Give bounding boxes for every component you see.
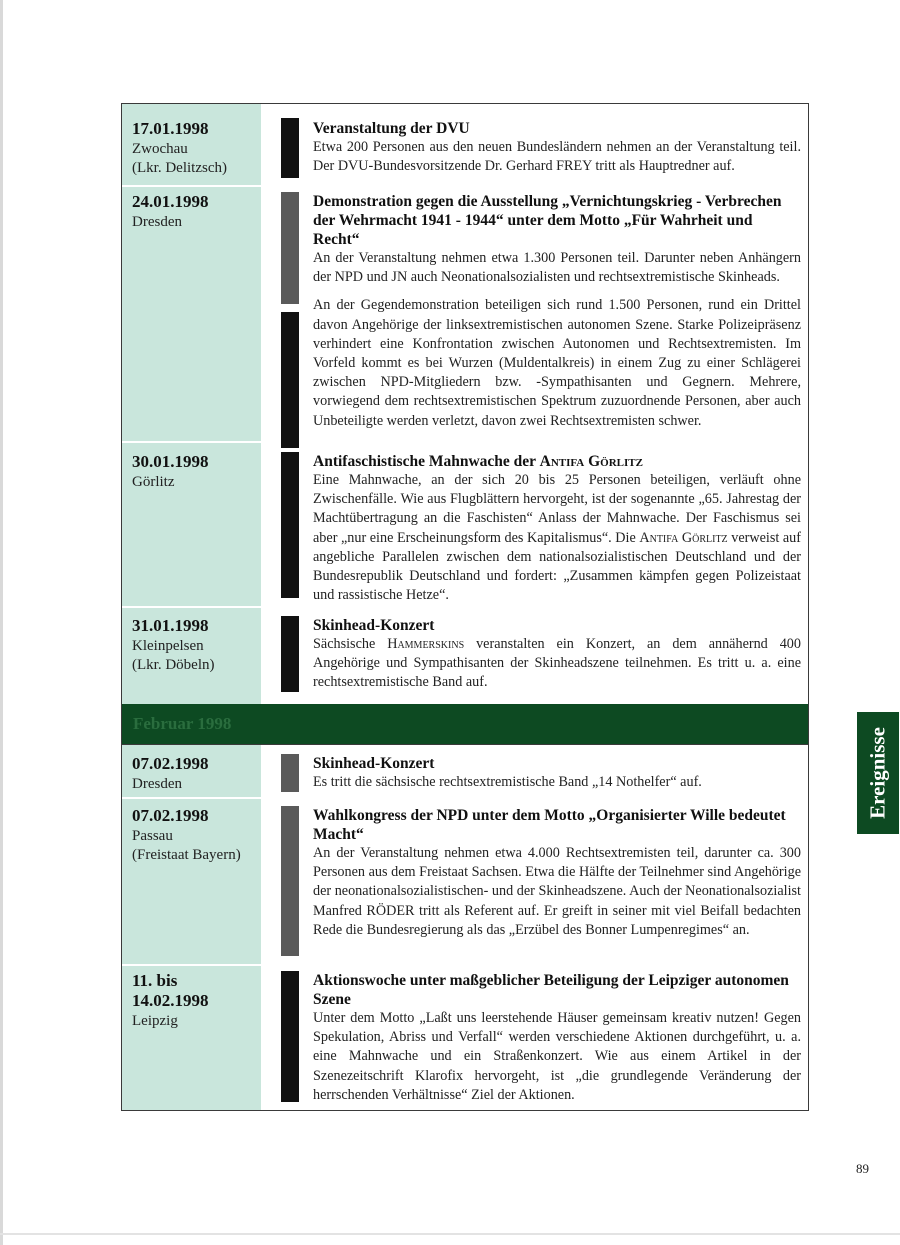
page-number: 89 <box>856 1161 869 1176</box>
event-place: (Lkr. Delitzsch) <box>132 160 227 176</box>
event-text: An der Gegendemonstration beteiligen sich rund 1.500 Personen, rund ein Drittel davon Angehörige der linksextremistischen autonomen Szene. Starke Polizeipräsenz verhindert eine Konfrontation zwischen Autonomen und Rechtsextremisten. Im Vorfeld kommt es bei Wurzen (Muldentalkreis) in einem Zug zu einer Schlägerei zwischen NPD-Mitgliedern bzw. -Sympathisanten und Gegnern. Mehrere, vorwiegend dem rechtsextremistischen Spektrum zuzuordnende Personen, aber auch Unbeteiligte werden verletzt, davon zwei Rechtsextremisten schwer. <box>313 297 801 429</box>
event-text: An der Veranstaltung nehmen etwa 4.000 Rechtsextremisten teil, darunter ca. 300 Personen aus dem Freistaat Sachsen. Etwa die Hälfte der Teilnehmer sind Angehörige der neonationalsozialistischen- und der Skinheadszene. Auch der Neonationalsozialist Manfred RÖDER tritt als Referent auf. Er greift in seiner mit viel Beifall bedachten Rede die Bundesregierung als das „Erzübel des Bonner Lumpenregimes“ an. <box>313 845 801 938</box>
event-title: Wahlkongress der NPD unter dem Motto „Organisierter Wille bedeutet Macht“ <box>313 807 786 843</box>
event-marker <box>281 452 299 598</box>
month-label: Februar 1998 <box>133 714 232 733</box>
event-marker <box>281 118 299 178</box>
event-entry <box>313 452 801 605</box>
event-text: Unter dem Motto „Laßt uns leerstehende Häuser gemeinsam kreativ nutzen! Gegen Spekulation, Abriss und Verfall“ werden verschiedene Aktionen durchgeführt, u. a. eine Mahnwache und ein Straßenkonzert. Wie aus einem Artikel in der Szenezeitschrift Klarofix hervorgeht, ist „die grundlegende Veränderung der herrschenden Verhältnisse“ Ziel der Aktionen. <box>313 1010 801 1103</box>
event-text-part: Eine Mahnwache, an der sich 20 bis 25 Personen beteiligen, verläuft ohne Zwischenfälle. Wie aus Flugblättern hervorgeht, ist der sogenannte „65. Jahrestag der Machtübertragung an die Faschisten“ Anlass der Mahnwache. Der Faschismus sei aber „nur eine Erscheinungsform des Kapitalismus“. Die <box>313 472 801 546</box>
event-date: 24.01.1998 <box>132 192 209 211</box>
row-divider <box>122 606 261 608</box>
chronology-table <box>121 103 809 1111</box>
event-place: (Lkr. Döbeln) <box>132 657 215 673</box>
event-entry <box>313 971 801 1105</box>
event-text-part: veranstalten ein Konzert, an dem annähernd 400 Angehörige und Sympathisanten der Skinheadszene teilnehmen. Es tritt u. a. eine rechtsextremistische Band auf. <box>313 636 801 691</box>
month-header <box>122 704 808 744</box>
event-date: 11. bis <box>132 971 178 990</box>
event-title: Aktionswoche unter maßgeblicher Beteiligung der Leipziger autonomen Szene <box>313 972 789 1008</box>
event-date: 17.01.1998 <box>132 119 209 138</box>
row-divider <box>122 185 261 187</box>
event-text: Es tritt die sächsische rechtsextremistische Band „14 Nothelfer“ auf. <box>313 774 702 790</box>
event-marker <box>281 616 299 692</box>
event-entry <box>313 616 801 693</box>
section-tab-label: Ereignisse <box>865 727 890 819</box>
event-text-part: Sächsische <box>313 636 388 652</box>
event-place: Dresden <box>132 776 182 792</box>
row-divider <box>122 964 261 966</box>
event-title: Demonstration gegen die Ausstellung „Vernichtungskrieg - Verbrechen der Wehrmacht 1941 - 1944“ unter dem Motto „Für Wahrheit und Recht“ <box>313 193 782 248</box>
event-marker <box>281 192 299 304</box>
event-place: Görlitz <box>132 474 175 490</box>
event-text <box>313 635 801 693</box>
event-title: Veranstaltung der DVU <box>313 120 470 137</box>
event-entry <box>313 754 801 792</box>
organisation-name: Antifa Görlitz <box>539 453 643 470</box>
section-tab <box>857 712 899 834</box>
event-date: 30.01.1998 <box>132 452 209 471</box>
event-place: Dresden <box>132 214 182 230</box>
event-entry <box>313 806 801 940</box>
event-marker <box>281 754 299 792</box>
event-text <box>313 471 801 605</box>
event-marker <box>281 312 299 448</box>
event-marker <box>281 971 299 1102</box>
event-text-part: verweist auf angebliche Parallelen zwischen dem nationalsozialistischen Deutschland und der Bundesrepublik Deutschland und fordert: „Zusammen kämpfen gegen Polizeistaat und rassistische Hetze“. <box>313 529 801 604</box>
event-title-text: Antifaschistische Mahnwache der <box>313 453 540 470</box>
event-text: An der Veranstaltung nehmen etwa 1.300 Personen teil. Darunter neben Anhängern der NPD und JN auch Neonationalsozialisten und rechtsextremistische Skinheads. <box>313 250 801 286</box>
event-place: Leipzig <box>132 1013 178 1029</box>
event-title <box>313 452 801 471</box>
event-date: 07.02.1998 <box>132 754 209 773</box>
event-place: Zwochau <box>132 141 188 157</box>
event-title: Skinhead-Konzert <box>313 617 435 634</box>
event-marker <box>281 806 299 956</box>
event-place: Kleinpelsen <box>132 638 204 654</box>
event-date: 07.02.1998 <box>132 806 209 825</box>
month-divider <box>122 744 808 745</box>
row-divider <box>122 441 261 443</box>
event-date: 14.02.1998 <box>132 991 209 1010</box>
event-text: Etwa 200 Personen aus den neuen Bundesländern nehmen an der Veranstaltung teil. Der DVU-Bundesvorsitzende Dr. Gerhard FREY tritt als Hauptredner auf. <box>313 139 801 175</box>
event-entry <box>313 192 801 431</box>
page-edge <box>0 0 3 1245</box>
organisation-name: Antifa Görlitz <box>639 529 728 546</box>
row-divider <box>122 797 261 799</box>
event-title: Skinhead-Konzert <box>313 755 435 772</box>
organisation-name: Hammerskins <box>387 636 465 652</box>
event-place: (Freistaat Bayern) <box>132 847 241 863</box>
event-entry <box>313 119 801 176</box>
event-place: Passau <box>132 828 173 844</box>
event-date: 31.01.1998 <box>132 616 209 635</box>
page-bottom-edge <box>0 1233 900 1235</box>
